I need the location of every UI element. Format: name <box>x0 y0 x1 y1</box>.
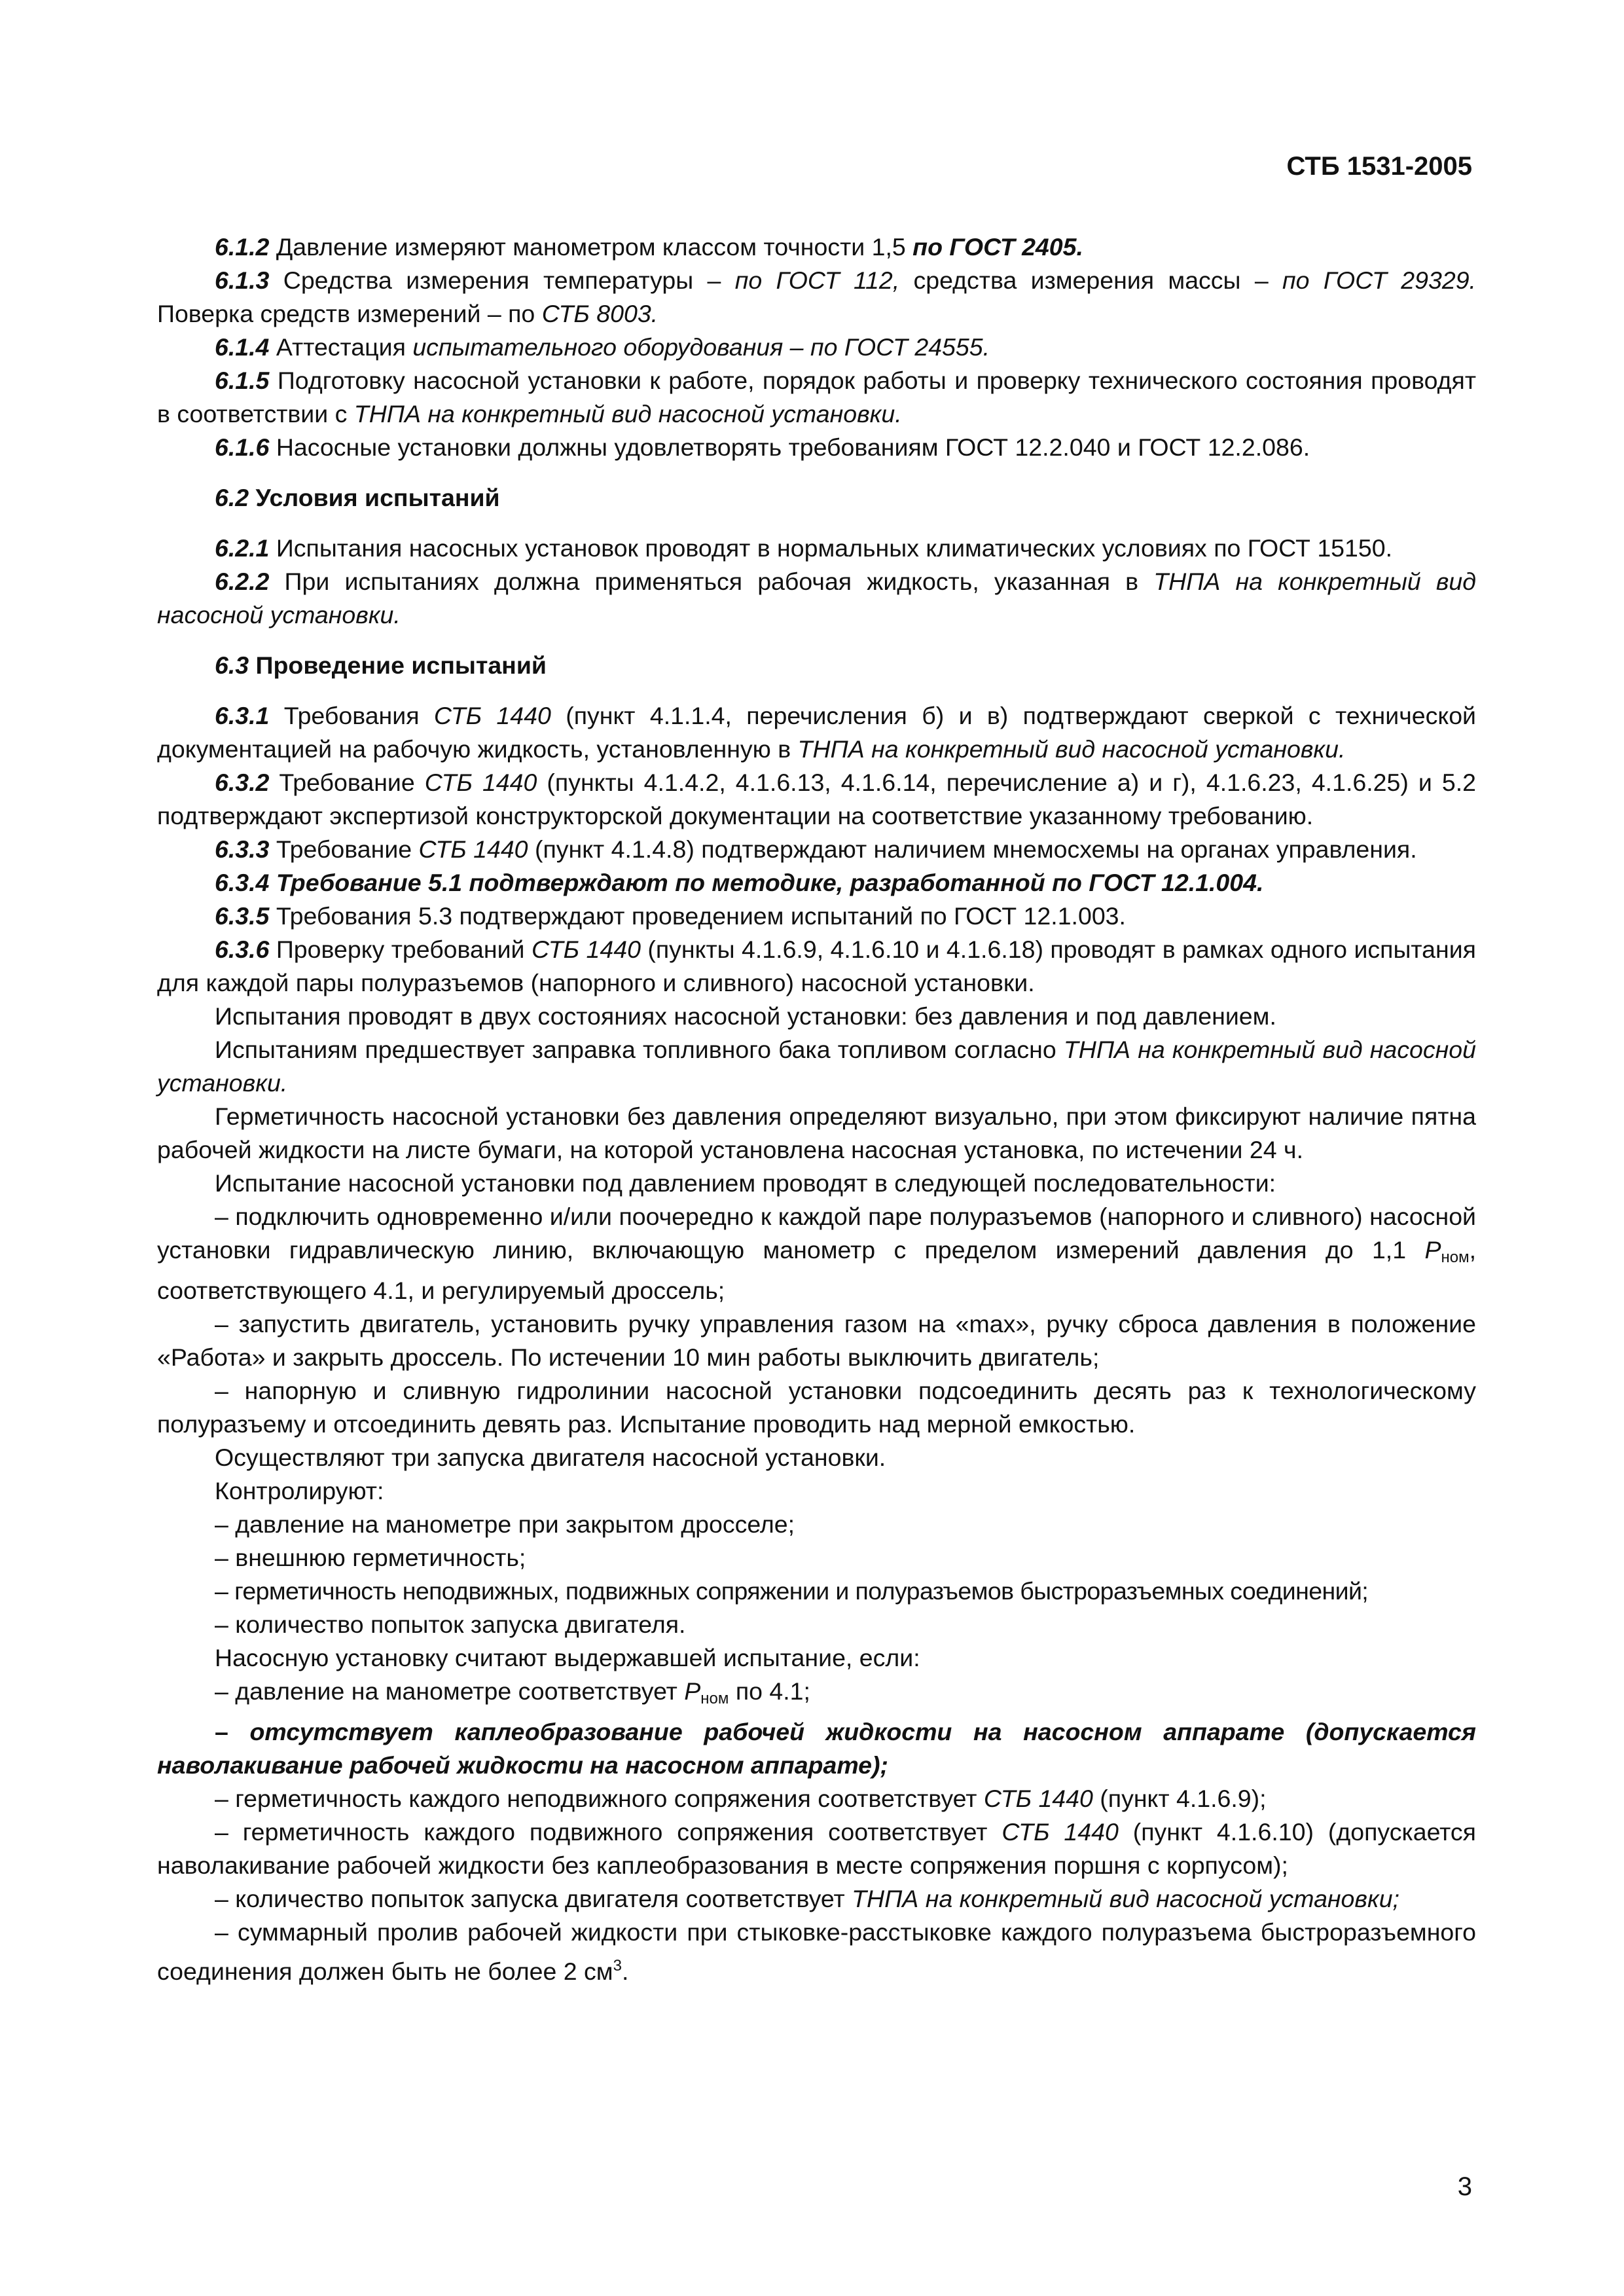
clause-number: 6.1.5 <box>215 367 270 394</box>
document-code: СТБ 1531-2005 <box>1286 152 1472 181</box>
criterion-item: – герметичность каждого неподвижного сопряжения соответствует СТБ 1440 (пункт 4.1.6.9); <box>215 1785 1267 1812</box>
clause-6-3-3: 6.3.3 Требование СТБ 1440 (пункт 4.1.4.8) подтверждают наличием мнемосхемы на органах управления. <box>215 835 1417 863</box>
clause-number: 6.1.4 <box>215 333 270 361</box>
step-item: – подключить одновременно и/или поочередно к каждой паре полуразъемов (напорного и сливного) насосной установки гидравлическую линию, включающую манометр с пределом измерений давления до 1,1 $P_{ном}$, соответствующего 4.1, и регулируемый дроссель; <box>157 1203 1476 1304</box>
list-item: – внешнюю герметичность; <box>215 1544 526 1571</box>
passed-title: Насосную установку считают выдержавшей испытание, если: <box>215 1644 920 1671</box>
control-title: Контролируют: <box>215 1477 384 1504</box>
step-item: – напорную и сливную гидролинии насосной установки подсоединить десять раз к технологическому полуразъему и отсоединить девять раз. Испытание проводить над мерной емкостью. <box>157 1377 1476 1438</box>
clause-number: 6.1.2 <box>215 233 270 261</box>
list-item: – герметичность неподвижных, подвижных сопряжении и полуразъемов быстроразъемных соединений; <box>215 1577 1369 1605</box>
clause-6-1-2: 6.1.2 Давление измеряют манометром классом точности 1,5 по ГОСТ 2405. <box>215 233 1083 261</box>
paragraph-tightness: Герметичность насосной установки без давления определяют визуально, при этом фиксируют наличие пятна рабочей жидкости на листе бумаги, на которой установлена насосная установка, по истечении 24 ч. <box>157 1102 1476 1163</box>
paragraph-refuel: Испытаниям предшествует заправка топливного бака топливом согласно ТНПА на конкретный вид насосной установки. <box>157 1036 1476 1097</box>
clause-6-3-2: 6.3.2 Требование СТБ 1440 (пункты 4.1.4.2, 4.1.6.13, 4.1.6.14, перечисление а) и г), 4.1.6.23, 4.1.6.25) и 5.2 подтверждают экспертизой конструкторской документации на соответствие указанному требованию. <box>157 769 1476 829</box>
clause-number: 6.2.2 <box>215 568 270 595</box>
clause-number: 6.3.3 <box>215 835 270 863</box>
document-body <box>157 230 1476 1988</box>
step-item: – запустить двигатель, установить ручку управления газом на «max», ручку сброса давления в положение «Работа» и закрыть дроссель. По истечении 10 мин работы выключить двигатель; <box>157 1310 1476 1371</box>
criterion-item: – герметичность каждого подвижного сопряжения соответствует СТБ 1440 (пункт 4.1.6.10) (допускается наволакивание рабочей жидкости без каплеобразования в месте сопряжения поршня с корпусом); <box>157 1818 1476 1879</box>
clause-6-1-4: 6.1.4 Аттестация испытательного оборудования – по ГОСТ 24555. <box>215 333 990 361</box>
clause-number: 6.3.5 <box>215 902 270 930</box>
clause-number: 6.2.1 <box>215 534 270 562</box>
list-item: – давление на манометре при закрытом дросселе; <box>215 1510 795 1538</box>
paragraph-sequence: Испытание насосной установки под давлением проводят в следующей последовательности: <box>215 1169 1276 1197</box>
paragraph-three-starts: Осуществляют три запуска двигателя насосной установки. <box>215 1444 886 1471</box>
clause-number: 6.3.2 <box>215 769 270 796</box>
clause-6-3-1: 6.3.1 Требования СТБ 1440 (пункт 4.1.1.4, перечисления б) и в) подтверждают сверкой с технической документацией на рабочую жидкость, установленную в ТНПА на конкретный вид насосной установки. <box>157 702 1476 763</box>
clause-6-1-3: 6.1.3 Средства измерения температуры – по ГОСТ 112, средства измерения массы – по ГОСТ 29329. Поверка средств измерений – по СТБ 8003. <box>157 266 1476 327</box>
criterion-item: – отсутствует каплеобразование рабочей жидкости на насосном аппарате (допускается наволакивание рабочей жидкости на насосном аппарате); <box>157 1718 1476 1779</box>
section-heading-6-3: 6.3 Проведение испытаний <box>215 651 547 679</box>
clause-number: 6.3.1 <box>215 702 270 729</box>
clause-6-3-4: 6.3.4 Требование 5.1 подтверждают по методике, разработанной по ГОСТ 12.1.004. <box>215 869 1264 896</box>
paragraph-two-states: Испытания проводят в двух состояниях насосной установки: без давления и под давлением. <box>215 1002 1276 1030</box>
clause-6-2-1: 6.2.1 Испытания насосных установок проводят в нормальных климатических условиях по ГОСТ 15150. <box>215 534 1393 562</box>
clause-number: 6.1.3 <box>215 266 270 294</box>
criterion-item: – количество попыток запуска двигателя соответствует ТНПА на конкретный вид насосной установки; <box>215 1885 1399 1912</box>
page-number: 3 <box>1457 2172 1472 2201</box>
clause-number: 6.1.6 <box>215 433 270 461</box>
list-item: – количество попыток запуска двигателя. <box>215 1611 686 1638</box>
criterion-item: – давление на манометре соответствует $P_{ном}$ по 4.1; <box>215 1677 810 1707</box>
section-heading-6-2: 6.2 Условия испытаний <box>215 484 500 511</box>
clause-6-3-5: 6.3.5 Требования 5.3 подтверждают проведением испытаний по ГОСТ 12.1.003. <box>215 902 1126 930</box>
clause-6-2-2: 6.2.2 При испытаниях должна применяться рабочая жидкость, указанная в ТНПА на конкретный вид насосной установки. <box>157 568 1476 629</box>
criterion-item: – суммарный пролив рабочей жидкости при стыковке-расстыковке каждого полуразъема быстроразъемного соединения должен быть не более 2 $см^3$. <box>157 1918 1476 1985</box>
clause-6-1-6: 6.1.6 Насосные установки должны удовлетворять требованиям ГОСТ 12.2.040 и ГОСТ 12.2.086. <box>215 433 1310 461</box>
clause-number: 6.3.6 <box>215 936 270 963</box>
clause-6-3-6: 6.3.6 Проверку требований СТБ 1440 (пункты 4.1.6.9, 4.1.6.10 и 4.1.6.18) проводят в рамках одного испытания для каждой пары полуразъемов (напорного и сливного) насосной установки. <box>157 936 1476 996</box>
clause-6-1-5: 6.1.5 Подготовку насосной установки к работе, порядок работы и проверку технического состояния проводят в соответствии с ТНПА на конкретный вид насосной установки. <box>157 367 1476 428</box>
